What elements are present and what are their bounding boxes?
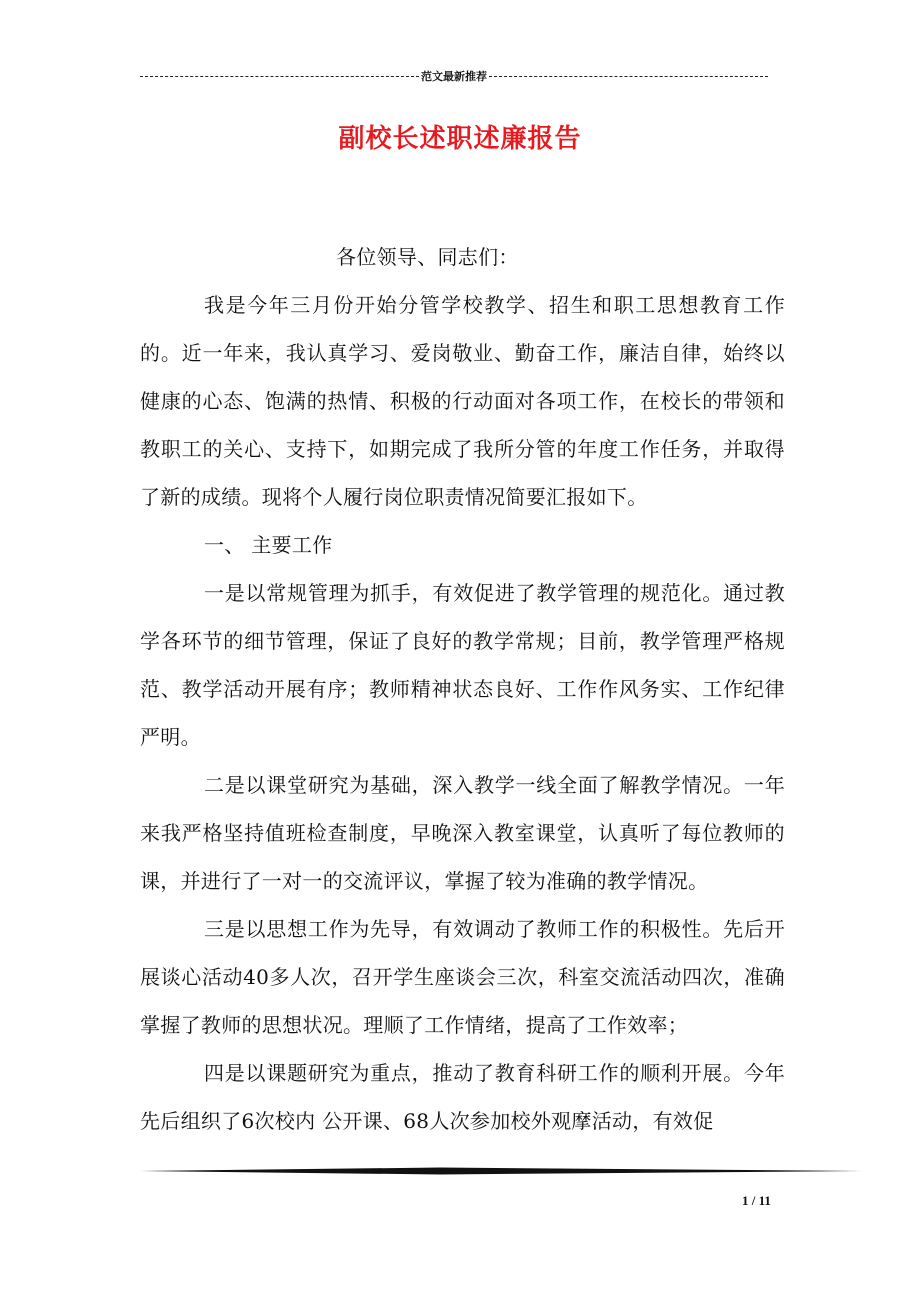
paragraph-item-3: 三是以思想工作为先导，有效调动了教师工作的积极性。先后开展谈心活动40多人次，召开学生座谈会三次，科室交流活动四次，准确掌握了教师的思想状况。理顺了工作情绪，提高了工作效率； (140, 917, 785, 1037)
header-banner (140, 66, 768, 86)
header-banner-label: 范文最新推荐 (421, 70, 487, 83)
footer-rule (140, 1165, 862, 1177)
document-body (140, 233, 785, 1145)
paragraph-item-1: 一是以常规管理为抓手，有效促进了教学管理的规范化。通过教学各环节的细节管理，保证了良好的教学常规；目前，教学管理严格规范、教学活动开展有序；教师精神状态良好、工作作风务实、工作纪律严明。 (140, 581, 785, 749)
header-dash-right (489, 76, 768, 77)
page-number: 1 / 11 (742, 1193, 771, 1208)
header-dash-left (140, 76, 419, 77)
paragraph-item-4: 四是以课题研究为重点，推动了教育科研工作的顺利开展。今年先后组织了6次校内 公开课、68人次参加校外观摩活动，有效促 (140, 1061, 785, 1133)
salutation: 各位领导、同志们： (336, 245, 519, 269)
paragraph-intro: 我是今年三月份开始分管学校教学、招生和职工思想教育工作的。近一年来，我认真学习、爱岗敬业、勤奋工作，廉洁自律，始终以健康的心态、饱满的热情、积极的行动面对各项工作，在校长的带领和教职工的关心、支持下，如期完成了我所分管的年度工作任务，并取得了新的成绩。现将个人履行岗位职责情况简要汇报如下。 (140, 293, 785, 509)
paragraph-item-2: 二是以课堂研究为基础，深入教学一线全面了解教学情况。一年来我严格坚持值班检查制度，早晚深入教室课堂，认真听了每位教师的课，并进行了一对一的交流评议，掌握了较为准确的教学情况。 (140, 773, 785, 893)
document-title: 副校长述职述廉报告 (338, 124, 582, 154)
section-heading: 一、 主要工作 (204, 533, 333, 557)
